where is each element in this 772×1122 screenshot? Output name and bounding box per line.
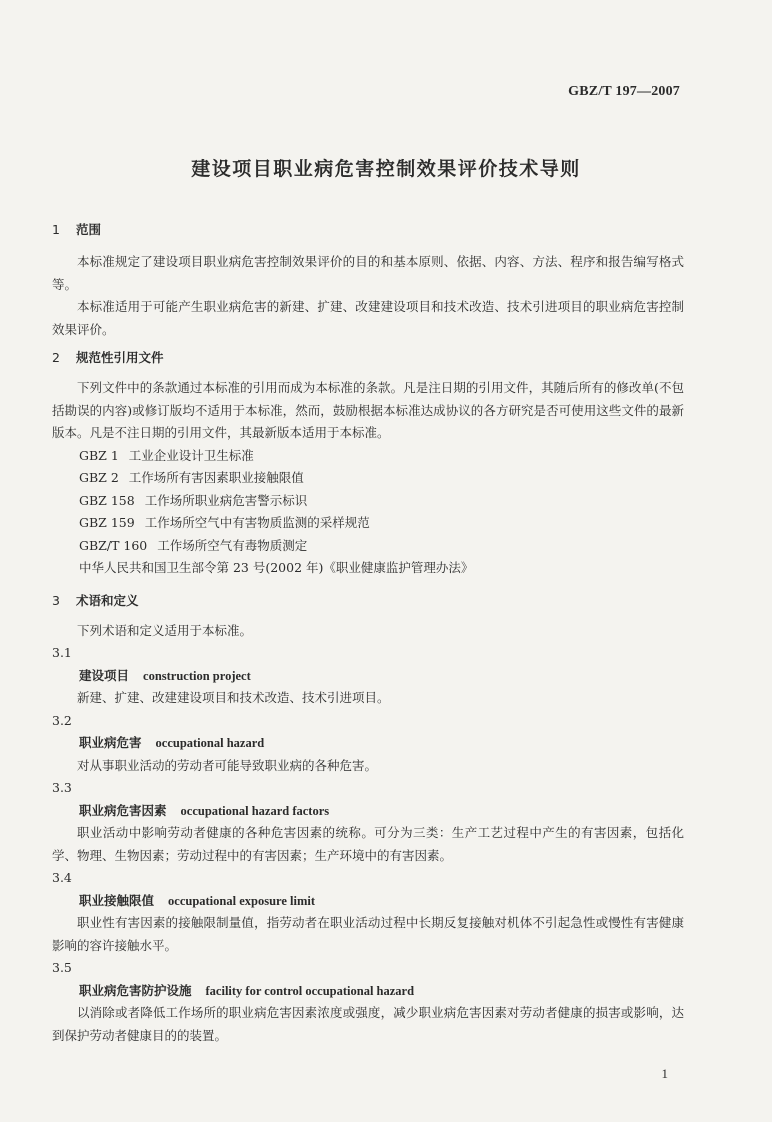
document-title: 建设项目职业病危害控制效果评价技术导则 — [191, 158, 581, 180]
term-en: occupational exposure limit — [168, 893, 316, 908]
term-cn: 建设项目 — [79, 667, 130, 683]
term-en: facility for control occupational hazard — [205, 983, 415, 998]
reference-item — [52, 512, 684, 535]
reference-title: 工业企业设计卫生标准 — [128, 447, 254, 463]
reference-code: GBZ 1 — [79, 447, 119, 463]
reference-code: GBZ 159 — [79, 515, 135, 530]
reference-item — [52, 535, 684, 558]
reference-item — [52, 490, 684, 513]
term-definition: 职业活动中影响劳动者健康的各种危害因素的统称。可分为三类：生产工艺过程中产生的有害因素，包括化学、物理、生物因素；劳动过程中的有害因素；生产环境中的有害因素。 — [52, 825, 684, 863]
term-definition: 职业性有害因素的接触限制量值，指劳动者在职业活动过程中长期反复接触对机体不引起急性或慢性有害健康影响的容许接触水平。 — [52, 915, 684, 953]
term-definition: 新建、扩建、改建建设项目和技术改造、技术引进项目。 — [77, 690, 390, 705]
section-heading-terms — [52, 590, 684, 612]
clause-number: 3.2 — [52, 712, 72, 728]
term-heading — [52, 732, 684, 755]
paragraph: 本标准适用于可能产生职业病危害的新建、扩建、改建建设项目和技术改造、技术引进项目的职业病危害控制效果评价。 — [52, 299, 684, 337]
paragraph: 下列文件中的条款通过本标准的引用而成为本标准的条款。凡是注日期的引用文件，其随后所有的修改单(不包括勘误的内容)或修订版均不适用于本标准，然而，鼓励根据本标准达成协议的各方研究是否可使用这些文件的最新版本。凡是不注日期的引用文件，其最新版本适用于本标准。 — [52, 380, 684, 440]
term-cn: 职业病危害 — [79, 735, 142, 750]
term-en: construction project — [143, 668, 251, 683]
reference-title: 工作场所空气中有害物质监测的采样规范 — [144, 515, 370, 530]
section-title: 范围 — [76, 222, 102, 237]
standard-number: GBZ/T 197—2007 — [568, 84, 680, 99]
paragraph: 下列术语和定义适用于本标准。 — [77, 622, 253, 638]
section-heading-scope — [52, 219, 684, 241]
term-en: occupational hazard — [155, 736, 265, 750]
section-heading-normative-references — [52, 347, 684, 369]
clause-number: 3.1 — [52, 645, 72, 660]
page-number: 1 — [661, 1066, 668, 1081]
reference-item — [52, 467, 684, 490]
section-number: 3 — [52, 592, 60, 608]
reference-code: GBZ/T 160 — [79, 537, 148, 553]
reference-item: 中华人民共和国卫生部令第 23 号(2002 年)《职业健康监护管理办法》 — [79, 560, 474, 575]
term-heading — [52, 890, 684, 913]
reference-code: GBZ 2 — [79, 470, 119, 485]
paragraph: 本标准规定了建设项目职业病危害控制效果评价的目的和基本原则、依据、内容、方法、程序和报告编写格式等。 — [52, 254, 684, 292]
document-body — [52, 219, 684, 1047]
reference-title: 工作场所空气有毒物质测定 — [157, 537, 308, 553]
term-cn: 职业病危害因素 — [79, 802, 167, 818]
term-cn: 职业病危害防护设施 — [79, 982, 192, 998]
term-en: occupational hazard factors — [180, 803, 330, 818]
term-heading — [52, 800, 684, 823]
term-heading — [52, 665, 684, 688]
reference-item — [52, 445, 684, 468]
term-definition: 对从事职业活动的劳动者可能导致职业病的各种危害。 — [77, 757, 378, 773]
term-cn: 职业接触限值 — [79, 892, 155, 908]
reference-code: GBZ 158 — [79, 492, 135, 508]
term-heading — [52, 980, 684, 1003]
section-number: 1 — [52, 222, 60, 237]
term-definition: 以消除或者降低工作场所的职业病危害因素浓度或强度，减少职业病危害因素对劳动者健康的损害或影响，达到保护劳动者健康目的的装置。 — [52, 1005, 684, 1043]
clause-number: 3.5 — [52, 960, 72, 975]
clause-number: 3.4 — [52, 870, 72, 885]
section-number: 2 — [52, 350, 60, 365]
reference-title: 工作场所职业病危害警示标识 — [144, 492, 308, 508]
section-title: 术语和定义 — [76, 592, 139, 608]
clause-number: 3.3 — [52, 780, 72, 795]
reference-title: 工作场所有害因素职业接触限值 — [128, 470, 304, 485]
section-title: 规范性引用文件 — [76, 350, 164, 365]
